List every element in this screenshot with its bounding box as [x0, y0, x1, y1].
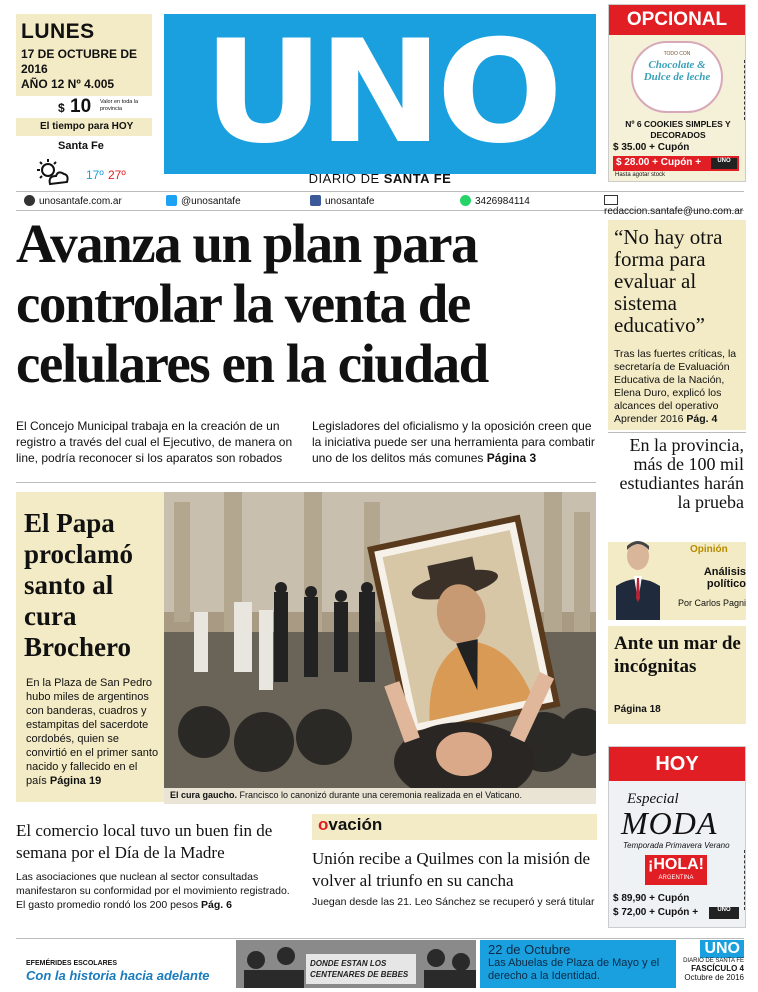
fascicle-month: Octubre de 2016: [684, 973, 744, 982]
contact-bar: [16, 191, 744, 217]
papa-body: [26, 676, 160, 788]
papa-page-ref: Página 19: [49, 775, 102, 787]
main-lead-right: [312, 418, 597, 466]
promo-price-1: $ 35.00 + Cupón: [613, 142, 690, 153]
footer-photo-banner: DONDE ESTAN LOS CENTENARES DE BEBES: [310, 959, 409, 979]
promo-opcional[interactable]: [608, 4, 746, 182]
masthead: [164, 10, 596, 175]
contact-twitter[interactable]: [166, 195, 241, 207]
contact-twitter-text: @unosantafe: [181, 196, 241, 207]
footer-event-text: Las Abuelas de Plaza de Mayo y el derecho a la Identidad.: [488, 957, 660, 982]
hoy-price-2-text: $ 72,00 + Cupón +: [613, 907, 699, 918]
commerce-body: [16, 870, 301, 912]
footer-title[interactable]: Con la historia hacia adelante: [26, 968, 210, 983]
photo-caption: [164, 788, 596, 804]
sports-section-title: [318, 815, 382, 835]
weekday: LUNES: [21, 20, 95, 43]
facebook-icon: [310, 195, 321, 206]
partly-cloudy-icon: [36, 158, 70, 193]
promo-title: OPCIONAL: [609, 5, 745, 35]
caption-bold: El cura gaucho.: [170, 790, 238, 800]
province-subhead[interactable]: En la provincia, más de 100 mil estudiantes harán la prueba: [619, 435, 744, 512]
price-value: 10: [70, 96, 92, 117]
date-weather-box: [16, 14, 152, 190]
commerce-body-text: Las asociaciones que nuclean al sector consultadas manifestaron su conformidad por el movimiento registrado. El gasto promedio rondó los 200 pesos: [16, 871, 290, 911]
contact-web[interactable]: [24, 195, 122, 207]
contact-web-text: unosantafe.com.ar: [39, 196, 122, 207]
hoy-season: Temporada Primavera Verano: [623, 841, 730, 850]
price-note: Valor en toda la provincia: [100, 99, 139, 112]
weather-title: El tiempo para HOY: [16, 118, 152, 136]
quote-body-text: Tras las fuertes críticas, la secretaría de Evaluación Educativa de la Nación, Elena Duro, explicó los alcances del operativo Aprender 2016: [614, 348, 737, 425]
edition-date: 17 DE OCTUBRE DE 2016: [21, 47, 138, 76]
contact-facebook[interactable]: [310, 195, 375, 207]
price-currency: $: [58, 101, 65, 115]
main-page-ref: Página 3: [486, 451, 537, 465]
footer-date: 22 de Octubre: [488, 942, 571, 957]
divider: [16, 482, 596, 483]
quote-page-ref: Pág. 4: [686, 413, 718, 425]
temp-max: 27º: [108, 168, 126, 182]
price-box: [16, 96, 152, 118]
promo-price-2-text: $ 28.00 + Cupón +: [616, 157, 702, 168]
opinion-page-ref: Página 18: [614, 704, 661, 715]
newspaper-logo: UNO: [203, 10, 557, 175]
divider: [608, 432, 746, 433]
quote-headline[interactable]: “No hay otra forma para evaluar al sistema educativo”: [614, 225, 723, 337]
edition-issue: AÑO 12 Nº 4.005: [21, 77, 115, 91]
commerce-page-ref: Pág. 6: [201, 899, 232, 911]
web-icon: [24, 195, 35, 206]
chocolate-badge: [631, 41, 723, 113]
weather-city: Santa Fe: [58, 140, 104, 152]
masthead-subtitle: [164, 171, 596, 191]
promo-note: Hasta agotar stock: [615, 172, 666, 178]
promo-description: Nº 6 COOKIES SIMPLES Y DECORADOS: [625, 119, 731, 140]
mail-icon: [604, 195, 618, 205]
promo-hoy[interactable]: [608, 746, 746, 928]
opinion-author: Por Carlos Pagni: [677, 598, 746, 608]
commerce-headline[interactable]: El comercio local tuvo un buen fin de semana por el Día de la Madre: [16, 821, 273, 862]
footer-label: EFEMÉRIDES ESCOLARES: [26, 960, 118, 967]
section-o: o: [318, 815, 329, 834]
fascicle-number: FASCÍCULO 4: [691, 964, 744, 973]
temp-min: 17º: [86, 168, 104, 182]
promo-price-2: [613, 156, 739, 171]
caption-text: Francisco lo canonizó durante una ceremonia realizada en el Vaticano.: [237, 790, 523, 800]
main-photo[interactable]: [164, 492, 596, 788]
footer-event: [480, 940, 676, 988]
whatsapp-icon: [460, 195, 471, 206]
cut-line: [744, 850, 745, 910]
hoy-moda: MODA: [621, 805, 718, 841]
papa-headline[interactable]: El Papa proclamó santo al cura Brochero: [24, 508, 133, 662]
hoy-title: HOY: [609, 747, 745, 781]
main-lead-left: El Concejo Municipal trabaja en la creación de un registro a través del cual el Ejecutivo, de manera on line, podría reconocer si los aparatos son robados: [16, 419, 293, 465]
contact-email[interactable]: [604, 195, 744, 217]
quote-body: [614, 348, 744, 426]
hoy-especial: Especial: [627, 791, 679, 807]
sports-body: Juegan desde las 21. Leo Sánchez se recuperó y será titular: [312, 896, 595, 908]
contact-email-text: redaccion.santafe@uno.com.ar: [604, 206, 744, 217]
cut-line: [744, 60, 745, 120]
papa-body-text: En la Plaza de San Pedro hubo miles de argentinos con banderas, cuadros y estampitas del sacerdote cordobés, quien se convirtió en el primer santo nacido y fallecido en el país: [26, 677, 159, 787]
hola-country: ARGENTINA: [658, 875, 694, 881]
card-icon: UNO: [709, 907, 739, 919]
footer-photo: [236, 940, 476, 988]
section-rest: vación: [328, 815, 383, 834]
opinion-title: Análisis político: [703, 566, 746, 590]
subtitle-prefix: DIARIO DE: [308, 171, 384, 186]
subtitle-city: SANTA FE: [383, 171, 452, 186]
hoy-price-1: $ 89,90 + Cupón: [613, 893, 690, 904]
fascicle-info: [682, 940, 744, 988]
twitter-icon: [166, 195, 177, 206]
hola-text: ¡HOLA!: [648, 856, 704, 873]
hoy-price-2: [613, 907, 739, 918]
hola-logo: [645, 855, 707, 885]
main-lead-right-text: Legisladores del oficialismo y la oposición creen que la iniciativa puede ser una herramienta para combatir uno de los delitos más comunes: [312, 419, 595, 465]
card-icon: UNO: [711, 158, 737, 169]
badge-small-text: TODO CON: [663, 51, 691, 57]
footer-logo-sub: DIARIO DE SANTA FE: [683, 958, 744, 964]
opinion-headline[interactable]: Ante un mar de incógnitas: [614, 633, 741, 677]
contact-whatsapp-text: 3426984114: [475, 196, 530, 207]
main-headline[interactable]: Avanza un plan para controlar la venta de celulares en la ciudad: [16, 213, 488, 394]
footer-logo: UNO: [700, 940, 744, 958]
badge-product: Chocolate & Dulce de leche: [643, 59, 711, 83]
opinion-tag: Opinión: [690, 544, 728, 555]
sports-headline[interactable]: Unión recibe a Quilmes con la misión de volver al triunfo en su cancha: [312, 849, 591, 890]
contact-whatsapp[interactable]: [460, 195, 530, 207]
contact-facebook-text: unosantafe: [325, 196, 375, 207]
